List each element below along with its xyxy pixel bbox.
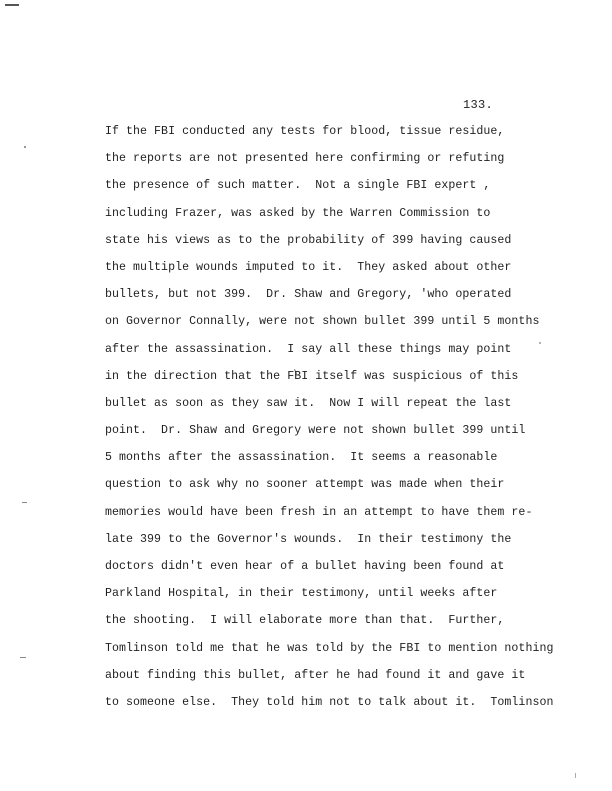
text-line: including Frazer, was asked by the Warren Commission to [105,206,491,220]
text-line: question to ask why no sooner attempt was made when their [105,478,505,492]
text-line: memories would have been fresh in an attempt to have them re- [105,505,533,519]
scan-speck [575,773,576,778]
text-line: the multiple wounds imputed to it. They asked about other [105,260,512,274]
text-line: late 399 to the Governor's wounds. In their testimony the [105,532,512,546]
text-line: Parkland Hospital, in their testimony, until weeks after [105,587,498,601]
body-text [105,125,553,723]
text-line: about finding this bullet, after he had found it and gave it [105,668,526,682]
page-number: 133. [463,98,494,112]
text-line: If the FBI conducted any tests for blood, tissue residue, [105,125,505,138]
text-line: the presence of such matter. Not a single FBI expert , [105,179,491,193]
text-line: on Governor Connally, were not shown bullet 399 until 5 months [105,315,540,329]
text-line: point. Dr. Shaw and Gregory were not shown bullet 399 until [105,424,526,438]
text-line: the reports are not presented here confirming or refuting [105,152,505,166]
text-line: Tomlinson told me that he was told by the FBI to mention nothing [105,641,554,655]
text-line: to someone else. They told him not to talk about it. Tomlinson [105,695,554,709]
scan-speck [24,146,26,148]
text-line: after the assassination. I say all these things may point [105,342,512,356]
scan-mark [5,4,19,6]
text-line: 5 months after the assassination. It seems a reasonable [105,451,498,465]
text-line: the shooting. I will elaborate more than that. Further, [105,614,505,628]
text-line: bullet as soon as they saw it. Now I will repeat the last [105,396,512,410]
scan-speck [20,657,26,658]
text-line: state his views as to the probability of 399 having caused [105,233,512,247]
scan-speck [22,502,27,503]
text-line: doctors didn't even hear of a bullet having been found at [105,560,505,573]
text-line: in the direction that the FBI itself was suspicious of this [105,369,519,383]
text-line: bullets, but not 399. Dr. Shaw and Gregory, 'who operated [105,288,512,302]
